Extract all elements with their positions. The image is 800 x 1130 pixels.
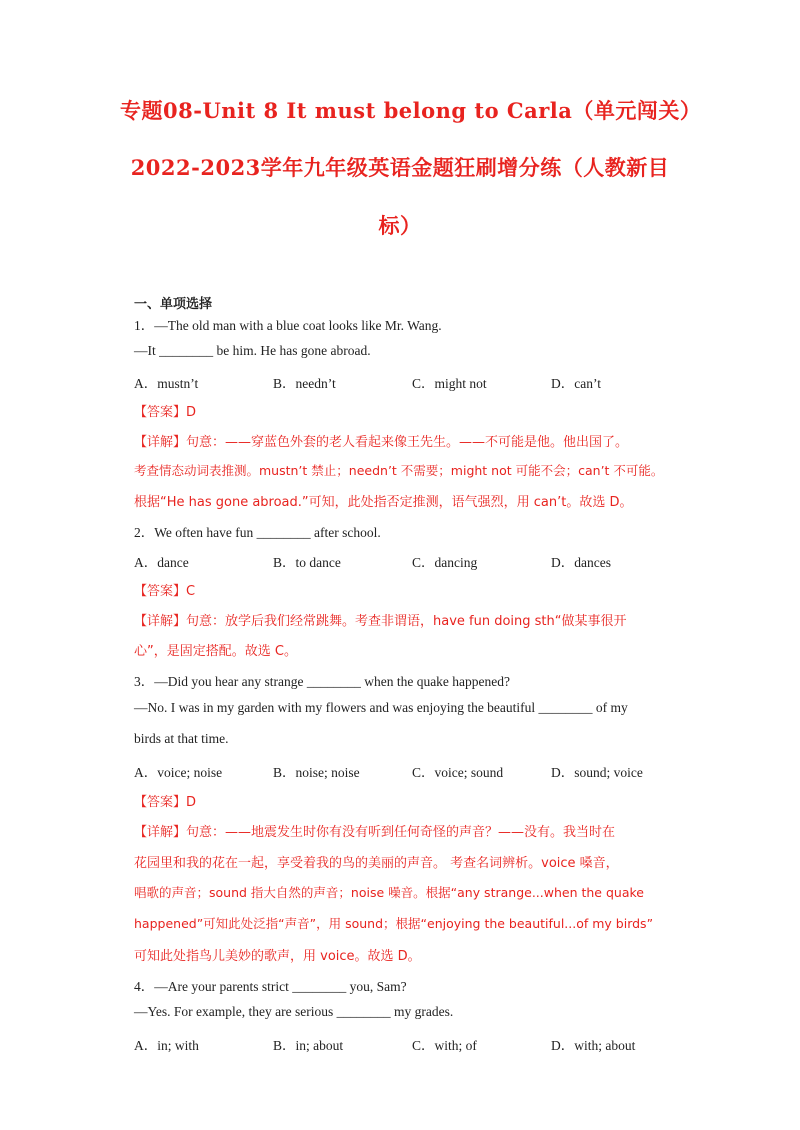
question-2-option-c: C．dancing xyxy=(412,555,478,570)
question-1-option-b: B．needn’t xyxy=(273,376,336,391)
question-1-stem-line-2: —It ________ be him. He has gone abroad. xyxy=(134,343,371,358)
question-2-explanation-line-2: 心”，是固定搭配。故选 C。 xyxy=(134,644,297,659)
question-3-option-b: B．noise; noise xyxy=(273,765,360,780)
question-2-explanation-line-1: 【详解】句意：放学后我们经常跳舞。考查非谓语，have fun doing sth“做某事很开 xyxy=(134,614,627,629)
document-title-line-3: 标） xyxy=(378,213,422,238)
document-title-line-1: 专题08-Unit 8 It must belong to Carla（单元闯关） xyxy=(120,98,702,123)
section-heading: 一、单项选择 xyxy=(134,297,213,312)
question-3-stem-line-2: —No. I was in my garden with my flowers and was enjoying the beautiful ________ of my xyxy=(134,700,628,715)
document-title-line-2: 2022-2023学年九年级英语金题狂刷增分练（人教新目 xyxy=(130,155,670,180)
question-4-option-b: B．in; about xyxy=(273,1038,344,1053)
question-2-option-d: D．dances xyxy=(551,555,611,570)
question-4-stem-line-1: 4．—Are your parents strict ________ you, Sam? xyxy=(134,979,407,994)
question-3-option-c: C．voice; sound xyxy=(412,765,504,780)
question-1-explanation-line-1: 【详解】句意：——穿蓝色外套的老人看起来像王先生。——不可能是他。他出国了。 xyxy=(134,435,629,450)
question-3-option-d: D．sound; voice xyxy=(551,765,643,780)
question-2-answer: 【答案】C xyxy=(134,584,196,599)
question-3-explanation-line-5: 可知此处指鸟儿美妙的歌声，用 voice。故选 D。 xyxy=(134,949,421,964)
question-2-stem-line-1: 2．We often have fun ________ after school. xyxy=(134,525,381,540)
question-1-option-a: A．mustn’t xyxy=(134,376,199,391)
question-3-stem-line-3: birds at that time. xyxy=(134,731,229,746)
question-1-explanation-line-2: 考查情态动词表推测。mustn’t 禁止；needn’t 不需要；might not 可能不会；can’t 不可能。 xyxy=(134,463,664,478)
question-3-stem-line-1: 3．—Did you hear any strange ________ when the quake happened? xyxy=(134,674,511,689)
question-4-option-d: D．with; about xyxy=(551,1038,636,1053)
question-3-explanation-line-3: 唱歌的声音；sound 指大自然的声音；noise 噪音。根据“any strange...when the quake xyxy=(134,885,644,900)
question-1-explanation-line-3: 根据“He has gone abroad.”可知，此处指否定推测，语气强烈，用 can’t。故选 D。 xyxy=(134,495,633,510)
question-4-stem-line-2: —Yes. For example, they are serious ________ my grades. xyxy=(134,1004,454,1019)
question-1-answer: 【答案】D xyxy=(134,405,197,420)
question-4-option-c: C．with; of xyxy=(412,1038,477,1053)
question-3-answer: 【答案】D xyxy=(134,795,197,810)
question-4-option-a: A．in; with xyxy=(134,1038,199,1053)
question-1-option-c: C．might not xyxy=(412,376,487,391)
question-3-option-a: A．voice; noise xyxy=(134,765,223,780)
question-1-option-d: D．can’t xyxy=(551,376,601,391)
question-2-option-a: A．dance xyxy=(134,555,189,570)
question-1-stem-line-1: 1．—The old man with a blue coat looks like Mr. Wang. xyxy=(134,318,442,333)
question-3-explanation-line-1: 【详解】句意：——地震发生时你有没有听到任何奇怪的声音？——没有。我当时在 xyxy=(134,825,616,840)
question-2-option-b: B．to dance xyxy=(273,555,341,570)
question-3-explanation-line-4: happened”可知此处泛指“声音”，用 sound；根据“enjoying the beautiful...of my birds” xyxy=(134,916,654,931)
question-3-explanation-line-2: 花园里和我的花在一起，享受着我的鸟的美丽的声音。 考查名词辨析。voice 嗓音， xyxy=(134,856,619,871)
